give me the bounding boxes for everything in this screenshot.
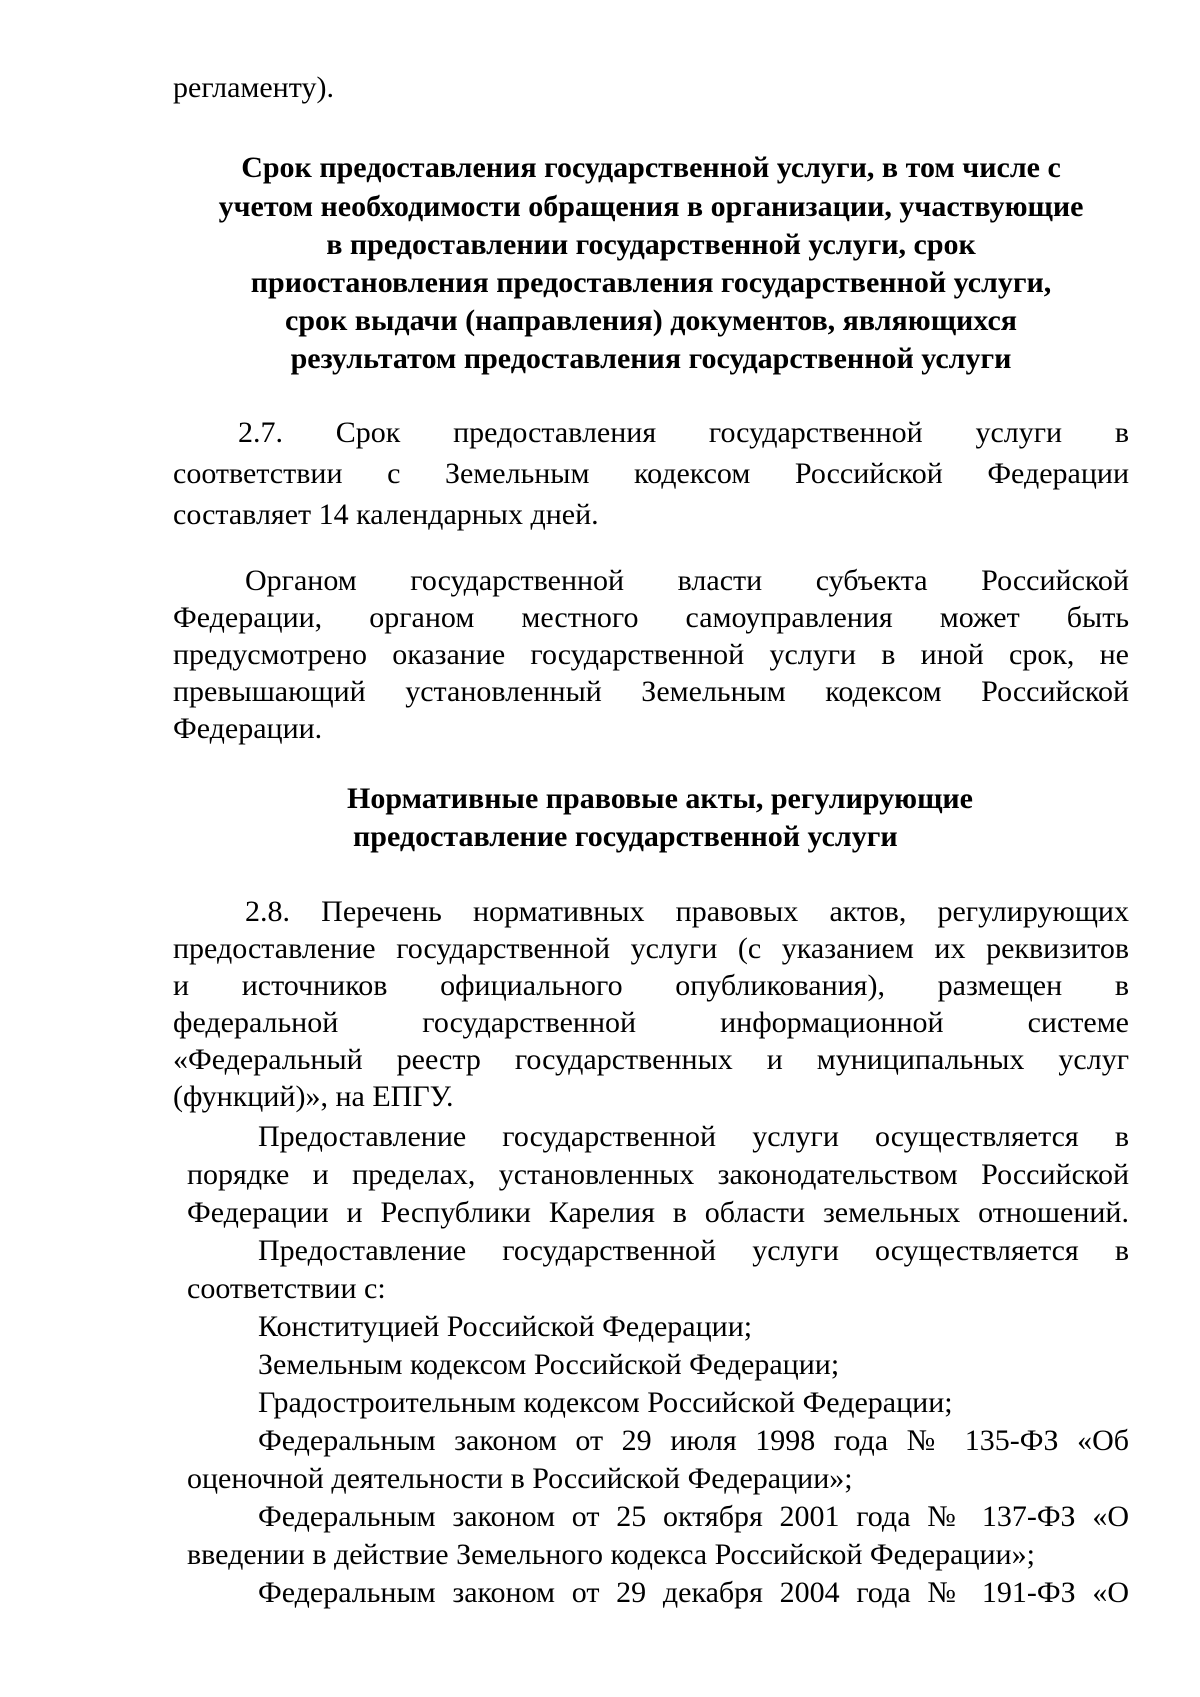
heading-line: Нормативные правовые акты, регулирующие: [347, 782, 974, 815]
paragraph-line: Федерации.: [173, 712, 323, 745]
paragraph-line: превышающий установленный Земельным кодексом Российской: [173, 675, 1129, 708]
paragraph-line: предусмотрено оказание государственной услуги в иной срок, не: [173, 638, 1129, 671]
list-item: введении в действие Земельного кодекса Российской Федерации»;: [187, 1538, 1035, 1571]
list-item: Федеральным законом от 29 декабря 2004 года № 191-ФЗ «О: [258, 1576, 1129, 1609]
paragraph-line: 2.7. Срок предоставления государственной услуги в: [238, 416, 1129, 449]
paragraph-line: Органом государственной власти субъекта Российской: [245, 564, 1129, 597]
paragraph-line: Федерации, органом местного самоуправления может быть: [173, 601, 1129, 634]
continuation-text: регламенту).: [173, 71, 334, 104]
paragraph-line: «Федеральный реестр государственных и муниципальных услуг: [173, 1043, 1129, 1076]
list-item: Федеральным законом от 29 июля 1998 года № 135-ФЗ «Об: [258, 1424, 1129, 1457]
paragraph-line: Предоставление государственной услуги осуществляется в: [258, 1120, 1129, 1153]
paragraph-line: порядке и пределах, установленных законодательством Российской: [187, 1158, 1129, 1191]
paragraph-line: (функций)», на ЕПГУ.: [173, 1080, 454, 1113]
list-item: Конституцией Российской Федерации;: [258, 1310, 753, 1343]
heading-line: Срок предоставления государственной услуги, в том числе с: [241, 151, 1061, 184]
paragraph-line: федеральной государственной информационной системе: [173, 1006, 1129, 1039]
heading-line: в предоставлении государственной услуги, срок: [326, 228, 976, 261]
paragraph-line: и источников официального опубликования), размещен в: [173, 969, 1129, 1002]
paragraph-line: предоставление государственной услуги (с указанием их реквизитов: [173, 932, 1129, 965]
heading-line: учетом необходимости обращения в организации, участвующие: [218, 190, 1084, 223]
heading-line: результатом предоставления государственной услуги: [290, 342, 1012, 375]
list-item: Федеральным законом от 25 октября 2001 года № 137-ФЗ «О: [258, 1500, 1129, 1533]
list-item: Градостроительным кодексом Российской Федерации;: [258, 1386, 953, 1419]
heading-line: срок выдачи (направления) документов, являющихся: [285, 304, 1017, 337]
paragraph-line: 2.8. Перечень нормативных правовых актов, регулирующих: [245, 895, 1129, 928]
heading-line: приостановления предоставления государственной услуги,: [250, 266, 1052, 299]
list-item: оценочной деятельности в Российской Федерации»;: [187, 1462, 853, 1495]
heading-line: предоставление государственной услуги: [353, 820, 898, 853]
paragraph-line: Предоставление государственной услуги осуществляется в: [258, 1234, 1129, 1267]
paragraph-line: соответствии с:: [187, 1272, 386, 1305]
paragraph-line: соответствии с Земельным кодексом Российской Федерации: [173, 457, 1129, 490]
list-item: Земельным кодексом Российской Федерации;: [258, 1348, 840, 1381]
paragraph-line: составляет 14 календарных дней.: [173, 498, 599, 531]
paragraph-line: Федерации и Республики Карелия в области земельных отношений.: [187, 1196, 1129, 1229]
